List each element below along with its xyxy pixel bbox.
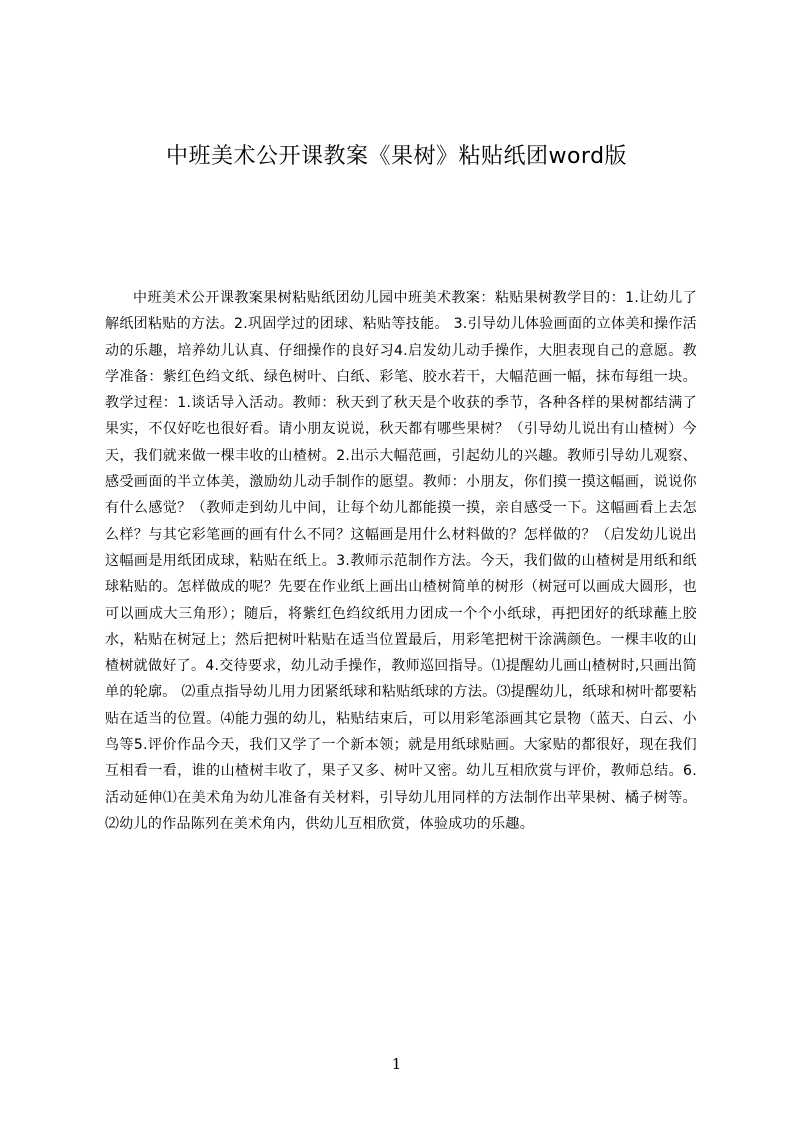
body-paragraph: 中班美术公开课教案果树粘贴纸团幼儿园中班美术教案：粘贴果树教学目的：1.让幼儿了解纸团粘贴的方法。2.巩固学过的团球、粘贴等技能。 3.引导幼儿体验画面的立体美和操作活动的乐趣，培养幼儿认真、仔细操作的良好习4.启发幼儿动手操作，大胆表现自己的意愿。教学准备：紫红色绉文纸、绿色树叶、白纸、彩笔、胶水若干，大幅范画一幅，抹布每组一块。教学过程：1.谈话导入活动。教师：秋天到了秋天是个收获的季节，各种各样的果树都结满了果实，不仅好吃也很好看。请小朋友说说，秋天都有哪些果树？（引导幼儿说出有山楂树）今天，我们就来做一棵丰收的山楂树。2.出示大幅范画，引起幼儿的兴趣。教师引导幼儿观察、感受画面的半立体美，激励幼儿动手制作的愿望。教师：小朋友，你们摸一摸这幅画，说说你有什么感觉？（教师走到幼儿中间，让每个幼儿都能摸一摸，亲自感受一下。这幅画看上去怎么样？与其它彩笔画的画有什么不同？这幅画是用什么材料做的？怎样做的？（启发幼儿说出这幅画是用纸团成球，粘贴在纸上。3.教师示范制作方法。今天，我们做的山楂树是用纸和纸球粘贴的。怎样做成的呢？先要在作业纸上画出山楂树简单的树形（树冠可以画成大圆形，也可以画成大三角形）；随后，将紫红色绉纹纸用力团成一个个小纸球，再把团好的纸球蘸上胶水，粘贴在树冠上；然后把树叶粘贴在适当位置最后，用彩笔把树干涂满颜色。一棵丰收的山楂树就做好了。4.交待要求，幼儿动手操作，教师巡回指导。⑴提醒幼儿画山楂树时,只画出简单的轮廓。 ⑵重点指导幼儿用力团紧纸球和粘贴纸球的方法。⑶提醒幼儿，纸球和树叶都要粘贴在适当的位置。⑷能力强的幼儿，粘贴结束后，可以用彩笔添画其它景物（蓝天、白云、小鸟等5.评价作品今天，我们又学了一个新本领；就是用纸球贴画。大家贴的都很好，现在我们互相看一看，谁的山楂树丰收了，果子又多、树叶又密。幼儿互相欣赏与评价，教师总结。6.活动延伸⑴在美术角为幼儿准备有关材料，引导幼儿用同样的方法制作出苹果树、橘子树等。⑵幼儿的作品陈列在美术角内，供幼儿互相欣赏，体验成功的乐趣。 xyxy=(105,290,697,832)
document-title: 中班美术公开课教案《果树》粘贴纸团word版 xyxy=(165,144,628,169)
page-number: 1 xyxy=(391,1055,402,1073)
